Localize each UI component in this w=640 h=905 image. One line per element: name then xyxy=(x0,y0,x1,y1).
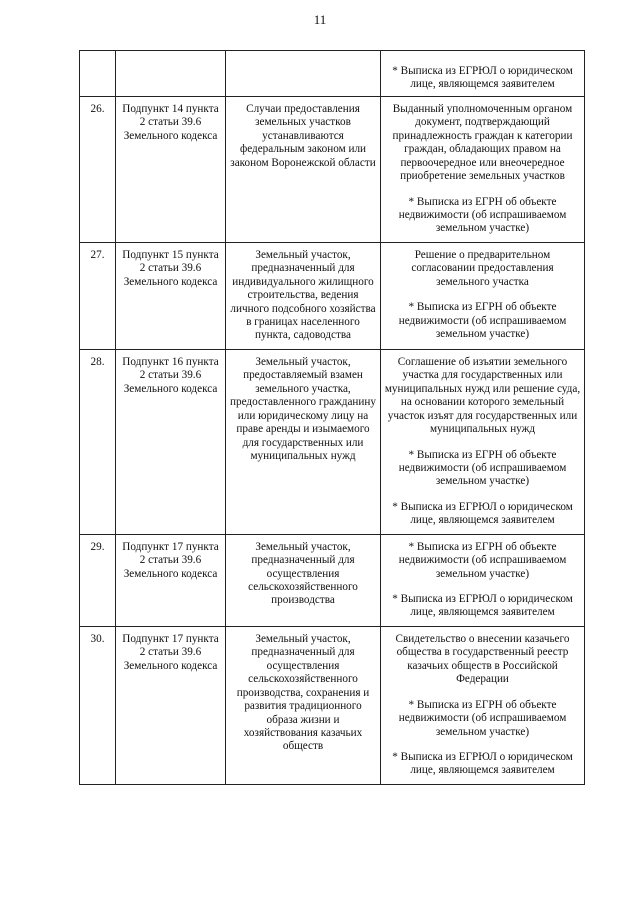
document-item: * Выписка из ЕГРЮЛ о юридическом лице, являющемся заявителем xyxy=(392,593,573,619)
table-row xyxy=(80,349,585,534)
row-number-cell: 28. xyxy=(80,349,116,534)
land-plot-case-cell: Земельный участок, предназначенный для индивидуального жилищного строительства, ведения личного подсобного хозяйства в границах населенного пункта, садоводства xyxy=(226,242,381,349)
row-number-cell xyxy=(80,51,116,97)
document-item: * Выписка из ЕГРН об объекте недвижимости (об испрашиваемом земельном участке) xyxy=(398,301,567,340)
document-item: * Выписка из ЕГРН об объекте недвижимости (об испрашиваемом земельном участке) xyxy=(398,698,567,738)
table-row xyxy=(80,534,585,626)
land-plot-documents-table xyxy=(79,50,585,785)
required-documents-cell xyxy=(381,96,585,242)
document-item: Соглашение об изъятии земельного участка для государственных или муниципальных нужд или решение суда, на основании которого земельный участок изъят для государственных или муниципальных нужд xyxy=(384,355,581,436)
land-plot-case-cell: Земельный участок, предназначенный для осуществления сельскохозяйственного производства xyxy=(226,534,381,626)
row-number-cell: 30. xyxy=(80,626,116,784)
required-documents-cell xyxy=(381,626,585,784)
legal-basis-cell: Подпункт 17 пункта 2 статьи 39.6 Земельного кодекса xyxy=(116,626,226,784)
document-item: * Выписка из ЕГРЮЛ о юридическом лице, являющемся заявителем xyxy=(392,500,573,527)
document-item: Решение о предварительном согласовании предоставления земельного участка xyxy=(411,248,554,288)
required-documents-cell xyxy=(381,534,585,626)
document-item: * Выписка из ЕГРН об объекте недвижимости (об испрашиваемом земельном участке) xyxy=(398,540,567,580)
land-plot-case-cell: Земельный участок, предоставляемый взамен земельного участка, предоставленного гражданину или юридическому лицу на праве аренды и изымаемого для государственных или муниципальных нужд xyxy=(226,349,381,534)
row-number-cell: 27. xyxy=(80,242,116,349)
document-item: * Выписка из ЕГРЮЛ о юридическом лице, являющемся заявителем xyxy=(392,65,573,91)
legal-basis-cell: Подпункт 15 пункта 2 статьи 39.6 Земельного кодекса xyxy=(116,242,226,349)
required-documents-cell xyxy=(381,349,585,534)
table-row xyxy=(80,242,585,349)
document-item: * Выписка из ЕГРЮЛ о юридическом лице, являющемся заявителем xyxy=(392,750,573,777)
document-item: Выданный уполномоченным органом документ, подтверждающий принадлежность граждан к категории граждан, обладающих правом на первоочередное или внеочередное приобретение земельных участков xyxy=(392,102,573,183)
legal-basis-cell xyxy=(116,51,226,97)
row-number-cell: 26. xyxy=(80,96,116,242)
legal-basis-cell: Подпункт 17 пункта 2 статьи 39.6 Земельного кодекса xyxy=(116,534,226,626)
document-item: * Выписка из ЕГРН об объекте недвижимости (об испрашиваемом земельном участке) xyxy=(398,448,567,488)
land-plot-case-cell: Земельный участок, предназначенный для осуществления сельскохозяйственного производства, сохранения и развития традиционного образа жизни и хозяйствования казачьих обществ xyxy=(226,626,381,784)
document-item: * Выписка из ЕГРН об объекте недвижимости (об испрашиваемом земельном участке) xyxy=(398,195,567,235)
page-number: 11 xyxy=(313,12,327,27)
land-plot-case-cell: Случаи предоставления земельных участков устанавливаются федеральным законом или законом Воронежской области xyxy=(226,96,381,242)
land-plot-case-cell xyxy=(226,51,381,97)
required-documents-cell xyxy=(381,51,585,97)
legal-basis-cell: Подпункт 16 пункта 2 статьи 39.6 Земельного кодекса xyxy=(116,349,226,534)
legal-basis-cell: Подпункт 14 пункта 2 статьи 39.6 Земельного кодекса xyxy=(116,96,226,242)
table-row xyxy=(80,51,585,97)
table-row xyxy=(80,626,585,784)
required-documents-cell xyxy=(381,242,585,349)
document-item: Свидетельство о внесении казачьего общества в государственный реестр казачьих обществ в Российской Федерации xyxy=(395,632,570,686)
table-row xyxy=(80,96,585,242)
row-number-cell: 29. xyxy=(80,534,116,626)
